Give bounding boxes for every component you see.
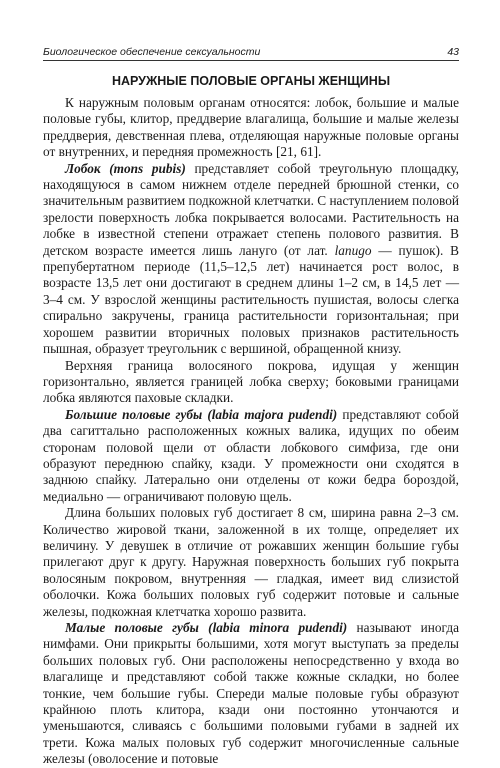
term-mons-pubis: Лобок (mons pubis) — [65, 160, 186, 176]
paragraph-text: представляет собой треугольную площадку, находящуюся в самом нижнем отделе передней брюшной стенки, со значительным развитием подкожной клетчатки. С наступлением половой зрелости поверхность лобка покрывается волосами. Растительность на лобке в известной степени отражает степень полового развития. В детском возрасте имеется лишь лануго (от лат. — [43, 160, 460, 258]
paragraph-hair-boundary: Верхняя граница волосяного покрова, идущая у женщин горизонтально, является границей лобка сверху; боковыми границами лобка являются паховые складки. — [43, 357, 459, 406]
body-text — [43, 95, 459, 768]
running-title: Биологическое обеспечение сексуальности — [43, 46, 261, 58]
paragraph-labia-majora-size: Длина больших половых губ достигает 8 см, ширина равна 2–3 см. Количество жировой ткани, заложенной в их толще, определяет их величину. У девушек в отличие от рожавших женщин большие губы прилегают друг к другу. Наружная поверхность больших губ покрыта волосяным покровом, внутренняя — гладкая, имеет вид слизистой оболочки. Кожа больших половых губ содержит потовые и сальные железы, подкожная клетчатка хорошо развита. — [43, 505, 459, 619]
paragraph-mons-pubis — [43, 161, 459, 358]
paragraph-text: — пушок). В препубертатном периоде (11,5–12,5 лет) начинается рост волос, в возрасте 13,5 лет они достигают в среднем длины 1–2 см, в 14,5 лет — 3–4 см. У взрослой женщины растительность пушистая, волосы слегка спирально закручены, граница растительности горизонтальная; при хорошем развитии вторичных половых признаков растительность пышная, образует треугольник с вершиной, обращенной книзу. — [43, 242, 459, 357]
running-header — [43, 46, 459, 61]
term-labia-majora: Большие половые губы (labia majora pudendi) — [65, 406, 338, 422]
paragraph-labia-minora — [43, 620, 459, 768]
paragraph-text: называют иногда нимфами. Они прикрыты большими, хотя могут выступать за пределы больших половых губ. Они расположены непосредственно у входа во влагалище и представляют собой также кожные складки, но более тонкие, чем большие губы. Спереди малые половые губы образуют крайнюю плоть клитора, кзади они постоянно утончаются и уменьшаются, сливаясь с большими половыми губами в задней их трети. Кожа малых половых губ содержит многочисленные сальные железы (оволосение и потовые — [43, 620, 459, 767]
paragraph-intro: К наружным половым органам относятся: лобок, большие и малые половые губы, клитор, преддверие влагалища, большие и малые железы преддверия, девственная плева, отделяющая наружные половые органы от внутренних, и передняя промежность [21, 61]. — [43, 95, 459, 160]
section-title: НАРУЖНЫЕ ПОЛОВЫЕ ОРГАНЫ ЖЕНЩИНЫ — [111, 74, 391, 88]
page-number: 43 — [447, 46, 459, 58]
paragraph-text: представляют собой два сагиттально расположенных кожных валика, идущих по обеим сторонам половой щели от области лобкового симфиза, где они образуют переднюю спайку, кзади. У промежности они сходятся в заднюю спайку. Латерально они отделены от кожи бедра бороздой, медиально — ограничивают половую щель. — [43, 406, 460, 504]
term-labia-minora: Малые половые губы (labia minora pudendi) — [65, 620, 348, 635]
paragraph-labia-majora — [43, 407, 459, 505]
latin-term: lanugo — [334, 242, 372, 258]
